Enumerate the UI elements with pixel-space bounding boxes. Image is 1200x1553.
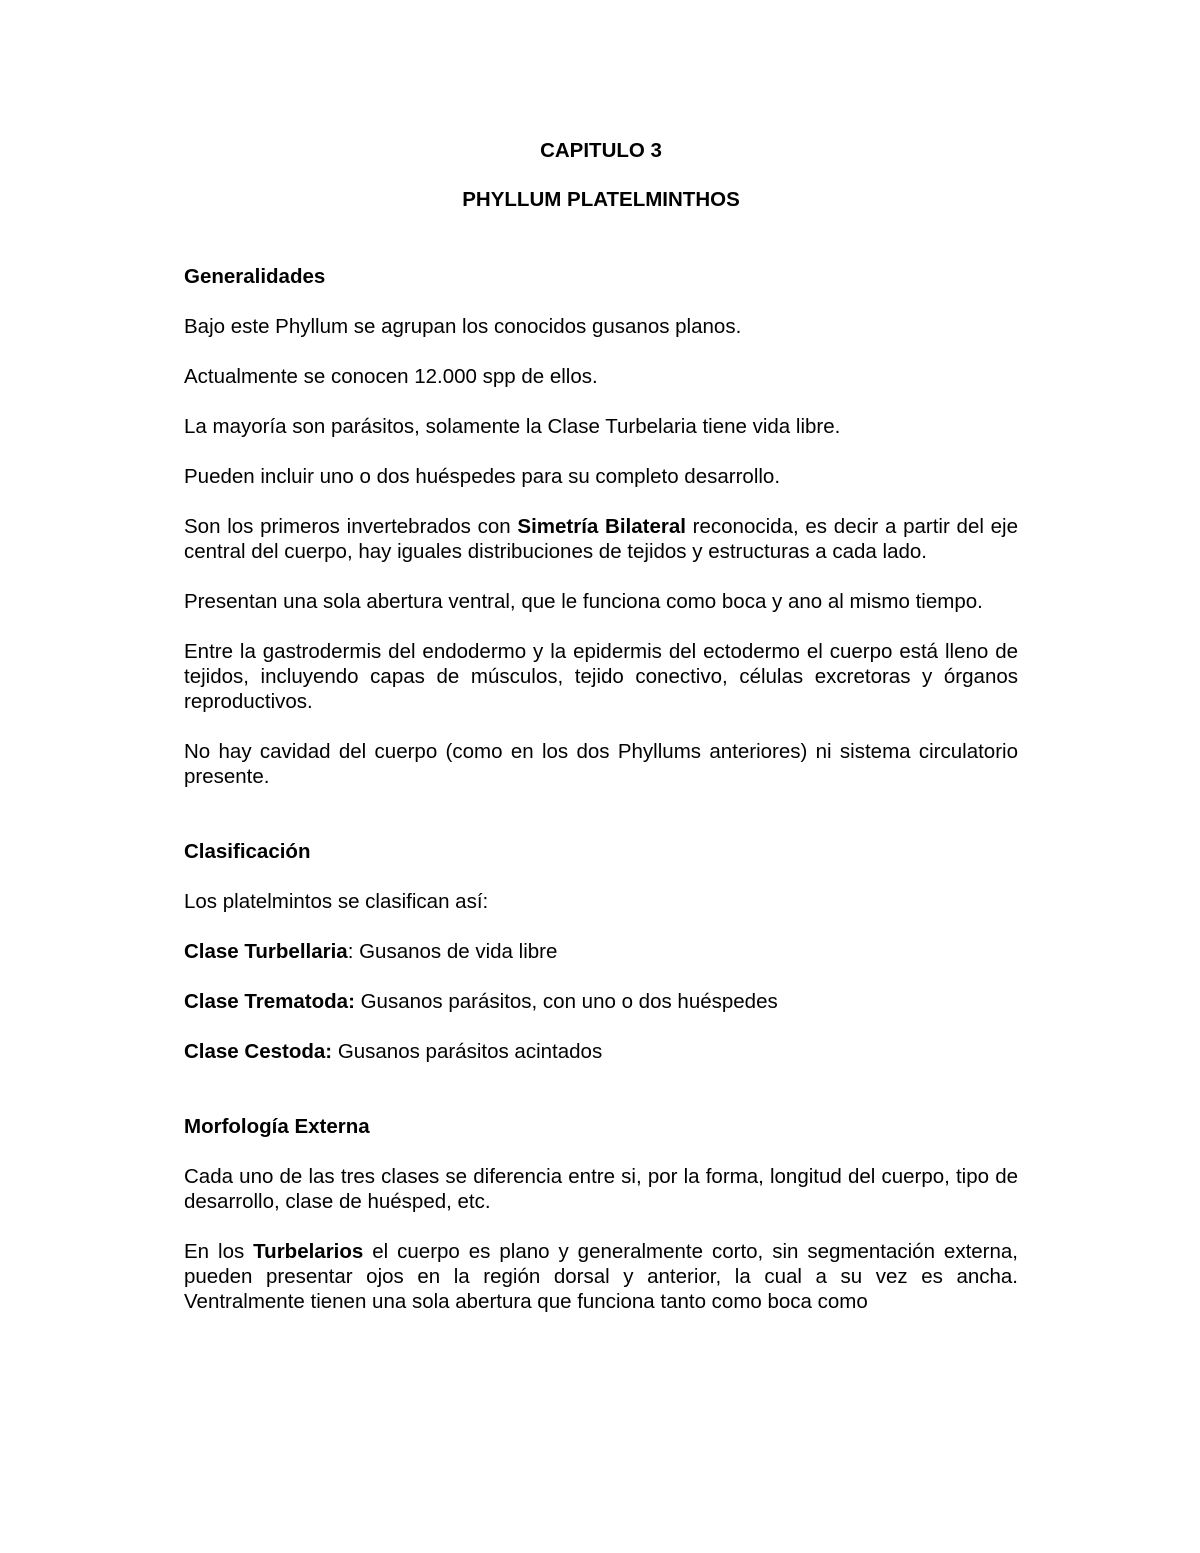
paragraph: Cada uno de las tres clases se diferencia entre si, por la forma, longitud del cuerpo, tipo de desarrollo, clase de huésped, etc.	[184, 1165, 1018, 1213]
paragraph: La mayoría son parásitos, solamente la Clase Turbelaria tiene vida libre.	[184, 415, 841, 438]
section-generalidades	[184, 264, 1018, 789]
list-item-clase	[184, 989, 1018, 1014]
list-item-clase	[184, 1039, 1018, 1064]
class-description: Gusanos parásitos, con uno o dos huéspedes	[360, 990, 778, 1013]
section-heading-morfologia: Morfología Externa	[184, 1115, 370, 1138]
paragraph: Entre la gastrodermis del endodermo y la epidermis del ectodermo el cuerpo está lleno de tejidos, incluyendo capas de músculos, tejido conectivo, células excretoras y órganos reproductivos.	[184, 640, 1018, 713]
class-label: Clase Trematoda:	[184, 990, 355, 1013]
document-page	[184, 138, 1018, 1339]
paragraph-text: reconocida, es decir a partir del eje central del cuerpo, hay iguales distribuciones de tejidos y estructuras a cada lado.	[184, 515, 1018, 563]
class-label: Clase Cestoda:	[184, 1040, 333, 1063]
chapter-number: CAPITULO 3	[540, 139, 662, 162]
paragraph: Los platelmintos se clasifican así:	[184, 890, 489, 913]
list-item-clase: Clase Turbellaria: Gusanos de vida libre	[184, 940, 558, 963]
section-clasificacion	[184, 839, 1018, 1064]
paragraph: Actualmente se conocen 12.000 spp de ellos.	[184, 365, 598, 388]
section-heading-clasificacion: Clasificación	[184, 840, 311, 863]
section-heading-generalidades: Generalidades	[184, 265, 326, 288]
section-morfologia	[184, 1114, 1018, 1314]
paragraph-text: el cuerpo es plano y generalmente corto, sin segmentación externa, pueden presentar ojos en la región dorsal y anterior, la cual a su vez es ancha. Ventralmente tienen una sola abertura que funciona tanto como boca como	[184, 1240, 1018, 1313]
paragraph-simetria	[184, 514, 1018, 564]
chapter-title: PHYLLUM PLATELMINTHOS	[462, 188, 740, 211]
paragraph-text: En los	[184, 1240, 254, 1263]
class-description: Gusanos parásitos acintados	[337, 1040, 603, 1063]
paragraph: Bajo este Phyllum se agrupan los conocidos gusanos planos.	[184, 315, 742, 338]
paragraph-text: Son los primeros invertebrados con	[184, 515, 518, 538]
bold-term-simetria: Simetría Bilateral	[517, 515, 686, 538]
paragraph: Presentan una sola abertura ventral, que le funciona como boca y ano al mismo tiempo.	[184, 590, 983, 613]
paragraph: Pueden incluir uno o dos huéspedes para su completo desarrollo.	[184, 465, 781, 488]
class-label: Clase Turbellaria	[184, 940, 348, 963]
class-description: Gusanos de vida libre	[359, 940, 558, 963]
bold-term-turbelarios: Turbelarios	[253, 1240, 364, 1263]
paragraph-turbelarios	[184, 1239, 1018, 1314]
paragraph: No hay cavidad del cuerpo (como en los dos Phyllums anteriores) ni sistema circulatorio presente.	[184, 740, 1018, 788]
